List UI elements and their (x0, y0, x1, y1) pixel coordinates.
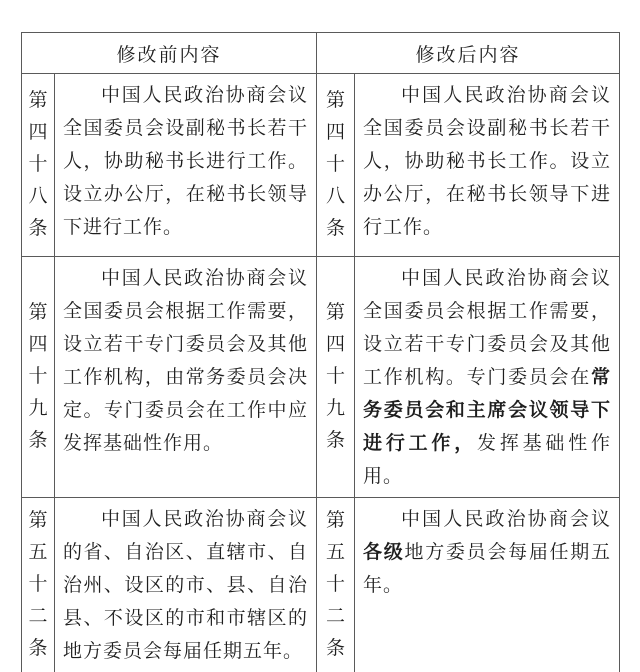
table-row-article-52 (22, 498, 620, 672)
before-content-text: 中国人民政治协商会议全国委员会根据工作需要，设立若干专门委员会及其他工作机构，由常务委员会决定。专门委员会在工作中应发挥基础性作用。 (63, 268, 309, 454)
before-content-text: 中国人民政治协商会议的省、自治区、直辖市、自治州、设区的市、县、自治县、不设区的市和市辖区的地方委员会每届任期五年。 (63, 509, 309, 662)
table-row-article-48 (22, 74, 620, 257)
header-row (22, 33, 620, 74)
article-number-before (22, 74, 55, 257)
after-content-text: 中国人民政治协商会议各级地方委员会每届任期五年。 (363, 509, 612, 596)
article-number-text: 第四十八条 (28, 90, 48, 239)
table-row-article-49 (22, 257, 620, 498)
after-content-cell (355, 257, 620, 498)
article-number-before (22, 498, 55, 672)
article-number-after (317, 498, 355, 672)
after-content-cell (355, 498, 620, 672)
article-number-text: 第四十八条 (326, 90, 346, 239)
before-content-cell (55, 498, 317, 672)
article-number-text: 第五十二条 (326, 510, 346, 659)
before-content-cell (55, 74, 317, 257)
article-number-after (317, 257, 355, 498)
before-content-text: 中国人民政治协商会议全国委员会设副秘书长若干人，协助秘书长进行工作。设立办公厅，在秘书长领导下进行工作。 (63, 85, 309, 238)
header-before-content: 修改前内容 (22, 33, 317, 74)
article-number-text: 第五十二条 (28, 510, 48, 659)
article-number-before (22, 257, 55, 498)
after-content-text: 中国人民政治协商会议全国委员会根据工作需要，设立若干专门委员会及其他工作机构。专门委员会在常务委员会和主席会议领导下进行工作，发挥基础性作用。 (363, 268, 612, 487)
after-content-text: 中国人民政治协商会议全国委员会设副秘书长若干人，协助秘书长工作。设立办公厅，在秘书长领导下进行工作。 (363, 85, 612, 238)
before-content-cell (55, 257, 317, 498)
article-number-after (317, 74, 355, 257)
comparison-table (21, 32, 620, 672)
header-after-content: 修改后内容 (317, 33, 620, 74)
article-number-text: 第四十九条 (28, 302, 48, 451)
after-content-cell (355, 74, 620, 257)
article-number-text: 第四十九条 (326, 302, 346, 451)
